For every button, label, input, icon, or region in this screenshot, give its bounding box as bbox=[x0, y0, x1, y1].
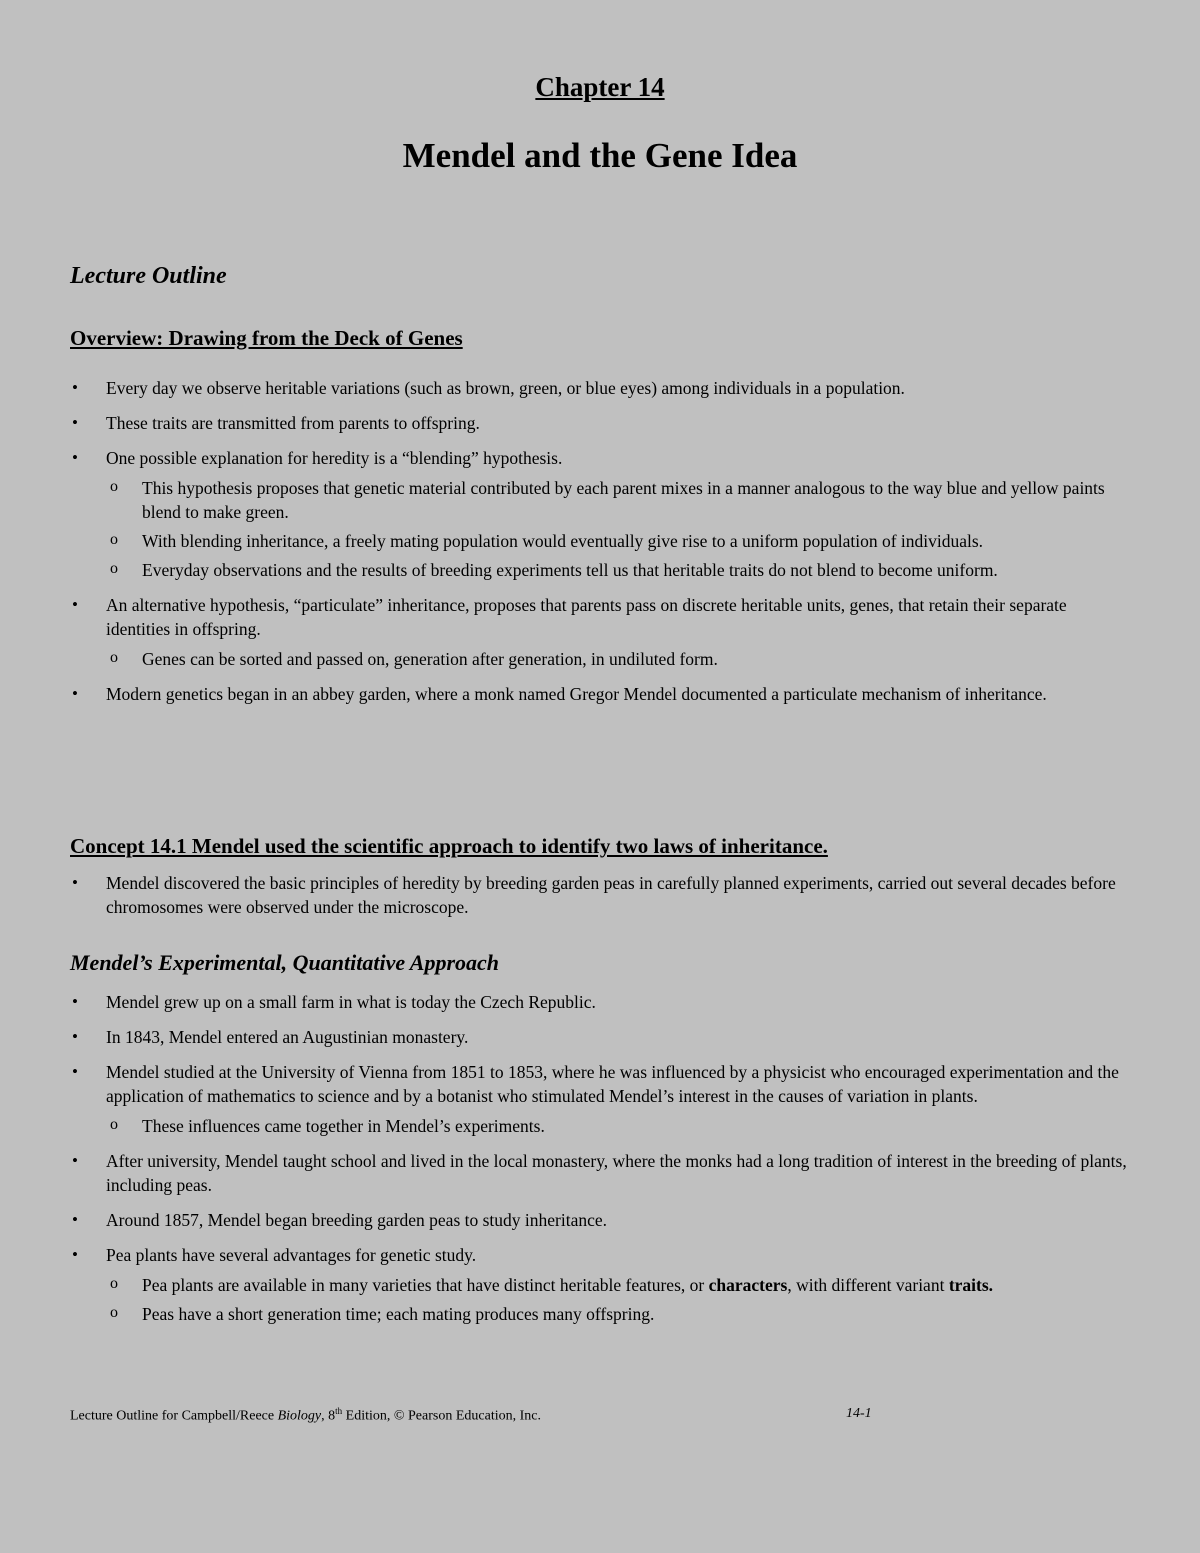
list-item: • Mendel discovered the basic principles of heredity by breeding garden peas in carefully planned experiments, carried out several decades before chromosomes were observed under the microscope. bbox=[70, 871, 1130, 919]
footer-text: Lecture Outline for Campbell/Reece bbox=[70, 1408, 275, 1424]
list-item bbox=[70, 1060, 1130, 1138]
list-item bbox=[70, 593, 1130, 671]
sub-list-item: o Peas have a short generation time; each mating produces many offspring. bbox=[106, 1302, 1130, 1326]
lecture-outline-heading: Lecture Outline bbox=[70, 263, 227, 289]
footer-copyright: Edition, © Pearson Education, Inc. bbox=[345, 1408, 541, 1424]
list-item: • These traits are transmitted from parents to offspring. bbox=[70, 411, 1130, 435]
list-item: • In 1843, Mendel entered an Augustinian monastery. bbox=[70, 1025, 1130, 1049]
concept-list bbox=[70, 871, 1130, 930]
term-traits: traits. bbox=[948, 1275, 994, 1295]
overview-list bbox=[70, 376, 1130, 717]
sub-list-item bbox=[106, 1273, 1130, 1297]
list-item-text: One possible explanation for heredity is a “blending” hypothesis. bbox=[106, 448, 563, 468]
sub-list-item: o Genes can be sorted and passed on, generation after generation, in undiluted form. bbox=[106, 647, 1130, 671]
list-item: • Modern genetics began in an abbey garden, where a monk named Gregor Mendel documented a particulate mechanism of inheritance. bbox=[70, 682, 1130, 706]
overview-heading: Overview: Drawing from the Deck of Genes bbox=[70, 326, 463, 350]
experimental-heading: Mendel’s Experimental, Quantitative Approach bbox=[70, 950, 500, 975]
sub-list bbox=[106, 1273, 1130, 1326]
list-item bbox=[70, 446, 1130, 582]
footer-edition-suffix: th bbox=[335, 1406, 343, 1416]
sub-list-item: o Everyday observations and the results of breeding experiments tell us that heritable traits do not blend to become uniform. bbox=[106, 558, 1130, 582]
footer-book-title: Biology bbox=[277, 1408, 322, 1424]
sub-list bbox=[106, 476, 1130, 582]
list-item bbox=[70, 1243, 1130, 1326]
footer-edition: 8 bbox=[328, 1408, 336, 1424]
term-characters: characters bbox=[708, 1275, 788, 1295]
sub-list-item: o With blending inheritance, a freely mating population would eventually give rise to a uniform population of individuals. bbox=[106, 529, 1130, 553]
sub-list-item: o This hypothesis proposes that genetic material contributed by each parent mixes in a manner analogous to the way blue and yellow paints blend to make green. bbox=[106, 476, 1130, 524]
chapter-title: Mendel and the Gene Idea bbox=[402, 136, 798, 175]
sub-list-item: o These influences came together in Mendel’s experiments. bbox=[106, 1114, 1130, 1138]
list-item-text: Mendel studied at the University of Vienna from 1851 to 1853, where he was influenced by a physicist who encouraged experimentation and the application of mathematics to science and by a botanist who stimulated Mendel’s interest in the causes of variation in plants. bbox=[106, 1062, 1119, 1106]
concept-heading: Concept 14.1 Mendel used the scientific approach to identify two laws of inheritance. bbox=[70, 834, 828, 858]
page-footer: Lecture Outline for Campbell/Reece Biology, 8th Edition, © Pearson Education, Inc. 14-1 bbox=[70, 1406, 872, 1424]
list-item: • Mendel grew up on a small farm in what is today the Czech Republic. bbox=[70, 990, 1130, 1014]
list-item: • Every day we observe heritable variations (such as brown, green, or blue eyes) among individuals in a population. bbox=[70, 376, 1130, 400]
sub-list-item-text: Pea plants are available in many varieties that have distinct heritable features, or bbox=[142, 1275, 705, 1295]
list-item: • Around 1857, Mendel began breeding garden peas to study inheritance. bbox=[70, 1208, 1130, 1232]
experimental-list bbox=[70, 990, 1130, 1337]
sub-list-item-text: , with different variant bbox=[787, 1275, 945, 1295]
list-item-text: An alternative hypothesis, “particulate” inheritance, proposes that parents pass on discrete heritable units, genes, that retain their separate identities in offspring. bbox=[106, 595, 1067, 639]
list-item: • After university, Mendel taught school and lived in the local monastery, where the monks had a long tradition of interest in the breeding of plants, including peas. bbox=[70, 1149, 1130, 1197]
chapter-number: Chapter 14 bbox=[535, 72, 665, 102]
page-number: 14-1 bbox=[846, 1406, 872, 1421]
list-item-text: Pea plants have several advantages for genetic study. bbox=[106, 1245, 477, 1265]
sub-list bbox=[106, 1114, 1130, 1138]
sub-list bbox=[106, 647, 1130, 671]
